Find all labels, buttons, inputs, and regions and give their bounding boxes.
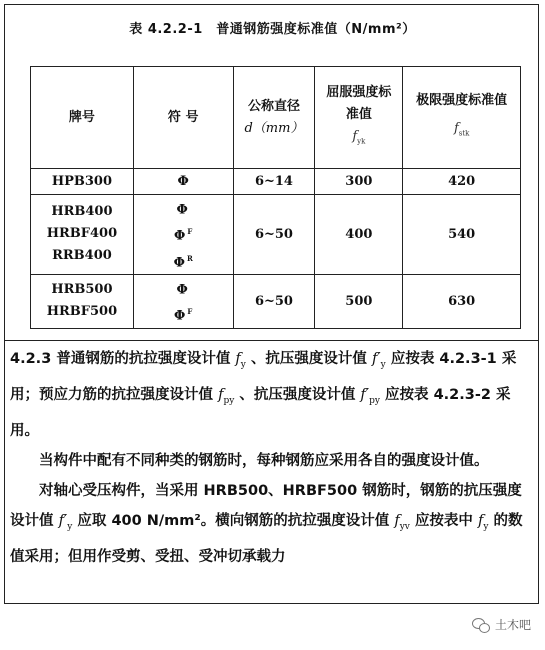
bar-symbol: Φ $^R$: [173, 253, 193, 270]
table-row: [31, 195, 521, 275]
diameter-cell: 6~50: [233, 195, 315, 275]
variable-fy: $f_y$: [235, 351, 246, 370]
ultimate-cell: 540: [403, 195, 521, 275]
table-row: [31, 274, 521, 328]
header-yield-symbol: $f_{yk}$: [352, 129, 366, 146]
grade-name: HRBF500: [46, 304, 118, 320]
clause-4-2-3: 4.2.3 普通钢筋的抗拉强度设计值 $f_y$ 、抗压强度设计值 $f'_y$ 应按表 4.2.3-1 采用；预应力筋的抗拉强度设计值 $f_{py}$ 、抗压强度设计值 $f'_{py}$ 应按表 4.2.3-2 采用。: [10, 351, 517, 439]
grade-name: RRB400: [52, 248, 112, 264]
header-ultimate: [403, 67, 521, 169]
bar-symbol: Φ $^F$: [174, 227, 193, 244]
variable-fpy-prime: $f'_{py}$: [360, 386, 380, 406]
bar-symbol: Φ $^F$: [174, 307, 193, 324]
yield-cell: 300: [315, 169, 403, 195]
yield-cell: 500: [315, 274, 403, 328]
symbol-cell: [133, 195, 233, 275]
header-ultimate-label: 极限强度标准值: [416, 93, 508, 109]
header-diameter: [233, 67, 315, 169]
header-grade: 牌号: [31, 67, 134, 169]
strength-table: [30, 66, 521, 329]
clause-text: [10, 344, 530, 572]
grade-cell: [31, 195, 134, 275]
variable-fy-prime: $f'_y$: [372, 351, 386, 370]
header-diameter-unit: d（mm）: [244, 120, 304, 136]
bar-symbol: Φ: [176, 202, 188, 218]
diameter-cell: 6~14: [233, 169, 315, 195]
header-symbol: 符 号: [133, 67, 233, 169]
header-diameter-label: 公称直径: [247, 98, 300, 114]
header-yield: [315, 67, 403, 169]
yield-cell: 400: [315, 195, 403, 275]
paragraph-axial-compression: 对轴心受压构件，当采用 HRB500、HRBF500 钢筋时，钢筋的抗压强度设计值 $f'_y$ 应取 400 N/mm²。横向钢筋的抗拉强度设计值 $f_{yv}$ 应按表中 $f_y$ 的数值采用；但用作受剪、受扭、受冲切承载力: [10, 482, 523, 565]
table-row: [31, 169, 521, 195]
watermark: [472, 616, 531, 633]
watermark-label: 土木吧: [494, 618, 531, 632]
diameter-cell: 6~50: [233, 274, 315, 328]
variable-fyv: $f_{yv}$: [394, 512, 410, 532]
grade-cell: HPB300: [31, 169, 134, 195]
grade-name: HRBF400: [46, 226, 118, 242]
ultimate-cell: 630: [403, 274, 521, 328]
table-title: 表 4.2.2-1 普通钢筋强度标准值（N/mm²）: [129, 22, 416, 37]
header-ultimate-symbol: $f_{stk}$: [453, 121, 470, 138]
ultimate-cell: 420: [403, 169, 521, 195]
section-divider: [4, 340, 539, 341]
variable-fy-prime: $f'_y$: [58, 512, 73, 532]
variable-fy: $f_y$: [478, 512, 489, 532]
wechat-icon: [472, 618, 490, 632]
variable-fpy: $f_{py}$: [218, 386, 235, 406]
paragraph-mixed-bars: 当构件中配有不同种类的钢筋时，每种钢筋应采用各自的强度设计值。: [39, 452, 489, 469]
table-header-row: [31, 67, 521, 169]
bar-symbol: Φ: [176, 282, 188, 298]
grade-cell: [31, 274, 134, 328]
header-yield-label: 屈服强度标准值: [326, 85, 392, 123]
symbol-cell: [133, 274, 233, 328]
grade-name: HRB400: [51, 204, 113, 220]
grade-name: HRB500: [51, 282, 113, 298]
symbol-cell: Φ: [133, 169, 233, 195]
